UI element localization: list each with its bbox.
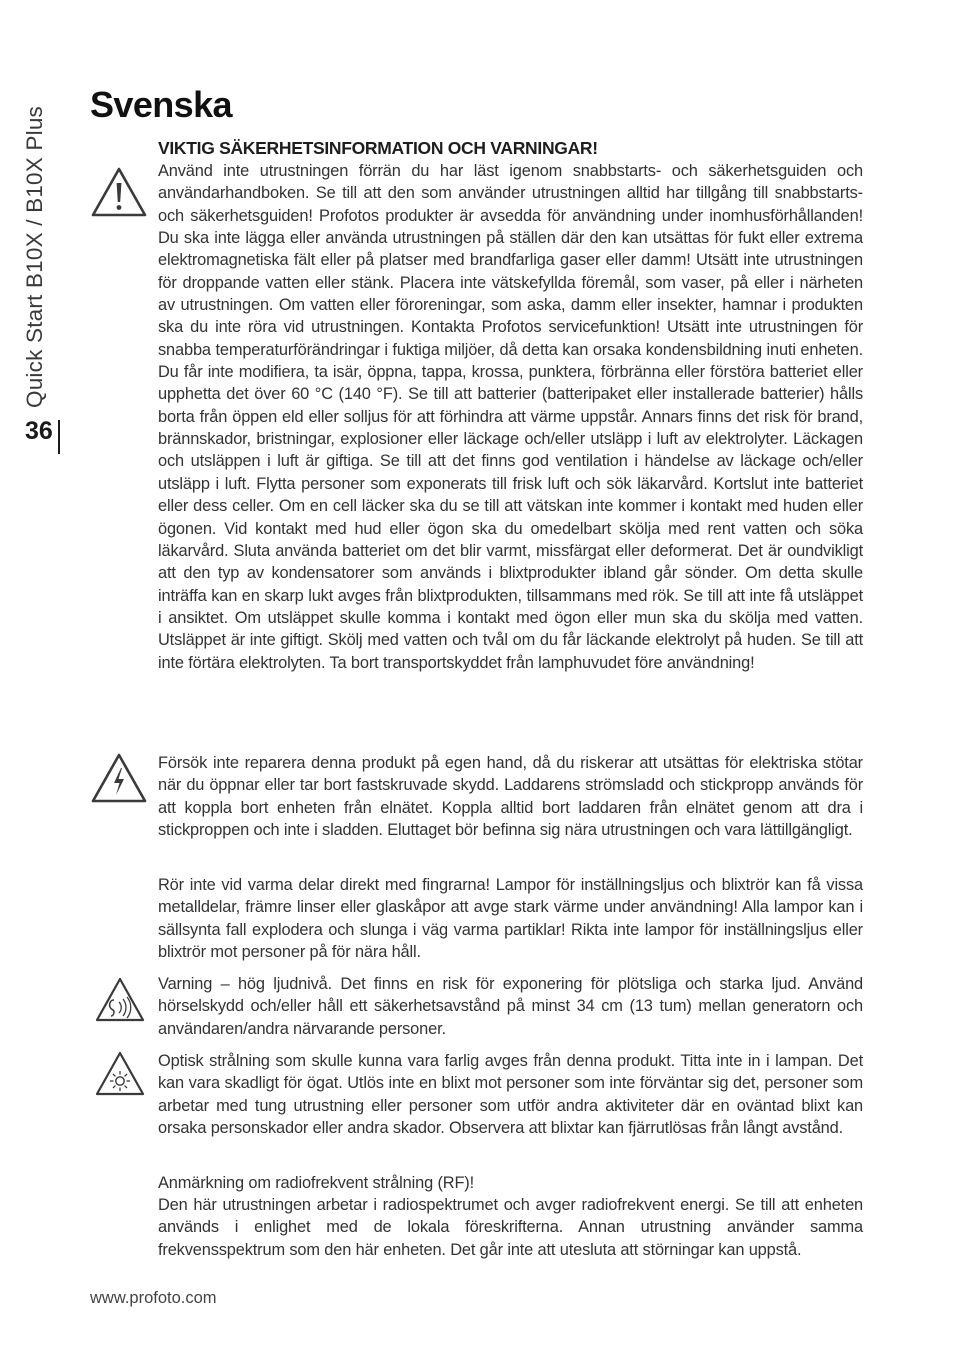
rf-heading: Anmärkning om radiofrekvent strålning (RF)!	[158, 1174, 475, 1192]
warning-triangle-icon	[90, 166, 148, 218]
side-rule	[58, 420, 60, 454]
footer-url[interactable]: www.profoto.com	[90, 1289, 217, 1307]
noise-warning-paragraph: Varning – hög ljudnivå. Det finns en risk för exponering för plötsliga och starka ljud. Använd hörselskydd och/eller håll ett säkerhetsavstånd på minst 34 cm (13 tum) mellan generatorn och användaren/andra närvarande personer.	[158, 975, 863, 1038]
hot-parts-paragraph: Rör inte vid varma delar direkt med fingrarna! Lampor för inställningsljus och blixtrör kan få vissa metalldelar, främre linser eller glaskåpor att avge stark värme under användning! Alla lampor kan i sällsynta fall explodera och slunga i väg varma partiklar! Rikta inte lampor för inställningsljus eller blixtrör mot personer på för nära håll.	[158, 876, 863, 962]
page-title: Svenska	[90, 84, 232, 125]
electric-shock-icon	[90, 752, 148, 804]
general-safety-paragraph: Använd inte utrustningen förrän du har läst igenom snabbstarts- och säkerhetsguiden och användarhandboken. Se till att den som använder utrustningen alltid har tillgång till snabbstarts- och säkerhetsguiden! Profotos produkter är avsedda för användning under inomhusförhållanden! Du ska inte lägga eller använda utrustningen på ställen där den kan utsättas för fukt eller extrema elektromagnetiska fält eller på platser med brandfarliga gaser eller damm! Utsätt inte utrustningen för droppande vatten eller stänk. Placera inte vätskefyllda föremål, som vaser, på eller i närheten av utrustningen. Om vatten eller föroreningar, som aska, damm eller insekter, hamnar i produkten ska du inte röra vid utrustningen. Kontakta Profotos servicefunktion! Utsätt inte utrustningen för snabba temperaturförändringar i fuktiga miljöer, då detta kan orsaka kondensbildning inuti enheten. Du får inte modifiera, ta isär, öppna, tappa, krossa, punktera, förbränna eller förstöra batteriet eller upphetta det över 60 °C (140 °F). Se till att batterier (batteripaket eller installerade batterier) hålls borta från öppen eld eller solljus för att förhindra att värme uppstår. Annars finns det risk för brand, brännskador, bristningar, explosioner eller läckage och/eller utsläpp i luft av elektrolyter. Läckagen och utsläppen i luft är giftiga. Se till att det finns god ventilation i händelse av läckage och/eller utsläpp i luft. Flytta personer som exponerats till frisk luft och sök läkarvård. Kortslut inte batteriet eller dess celler. Om en cell läcker ska du se till att vätskan inte kommer i kontakt med huden eller ögonen. Vid kontakt med hud eller ögon ska du omedelbart skölja med rent vatten och söka läkarvård. Sluta använda batteriet om det blir varmt, missfärgat eller deformerat. Det är oundvikligt att den typ av kondensatorer som används i blixtprodukter ibland går sönder. Om detta skulle inträffa kan en skarp lukt avges från blixtprodukten, tillsammans med rök. Se till att inte få utsläppet i ansiktet. Om utsläppet skulle komma i kontakt med ögon eller mun ska du skölja med vatten. Utsläppet är inte giftigt. Skölj med vatten och tvål om du får läckande elektrolyt på huden. Se till att inte förtära elektrolyten. Ta bort transportskyddet från lamphuvudet före användning!	[158, 162, 863, 672]
electric-shock-paragraph: Försök inte reparera denna produkt på egen hand, då du riskerar att utsättas för elektriska stötar när du öppnar eller tar bort fastskruvade skydd. Laddarens strömsladd och stickpropp används för att koppla bort enheten från elnätet. Koppla alltid bort laddaren från elnätet genom att dra i stickproppen och inte i sladden. Eluttaget bör befinna sig nära utrustningen och vara lättillgängligt.	[158, 754, 863, 840]
optical-radiation-icon	[94, 1050, 146, 1097]
rf-paragraph: Den här utrustningen arbetar i radiospektrumet och avger radiofrekvent energi. Se till att enheten används i enlighet med de lokala föreskrifterna. Annan utrustning använder samma frekvensspektrum som den här enheten. Det går inte att utesluta att störningar kan uppstå.	[158, 1196, 863, 1259]
loud-noise-icon	[94, 976, 146, 1023]
section-heading: VIKTIG SÄKERHETSINFORMATION OCH VARNINGAR!	[158, 138, 598, 158]
optical-radiation-paragraph: Optisk strålning som skulle kunna vara farlig avges från denna produkt. Titta inte in i lampan. Det kan vara skadligt för ögat. Utlös inte en blixt mot personer som inte förväntar sig det, personer som arbetar med tung utrustning eller personer som utför andra aktiviteter där en oväntad blixt kan orsaka personskador eller andra skador. Observera att blixtar kan fjärrutlösas från långt avstånd.	[158, 1052, 863, 1138]
page-number: 36	[25, 417, 53, 445]
side-label: Quick Start B10X / B10X Plus	[22, 106, 47, 408]
